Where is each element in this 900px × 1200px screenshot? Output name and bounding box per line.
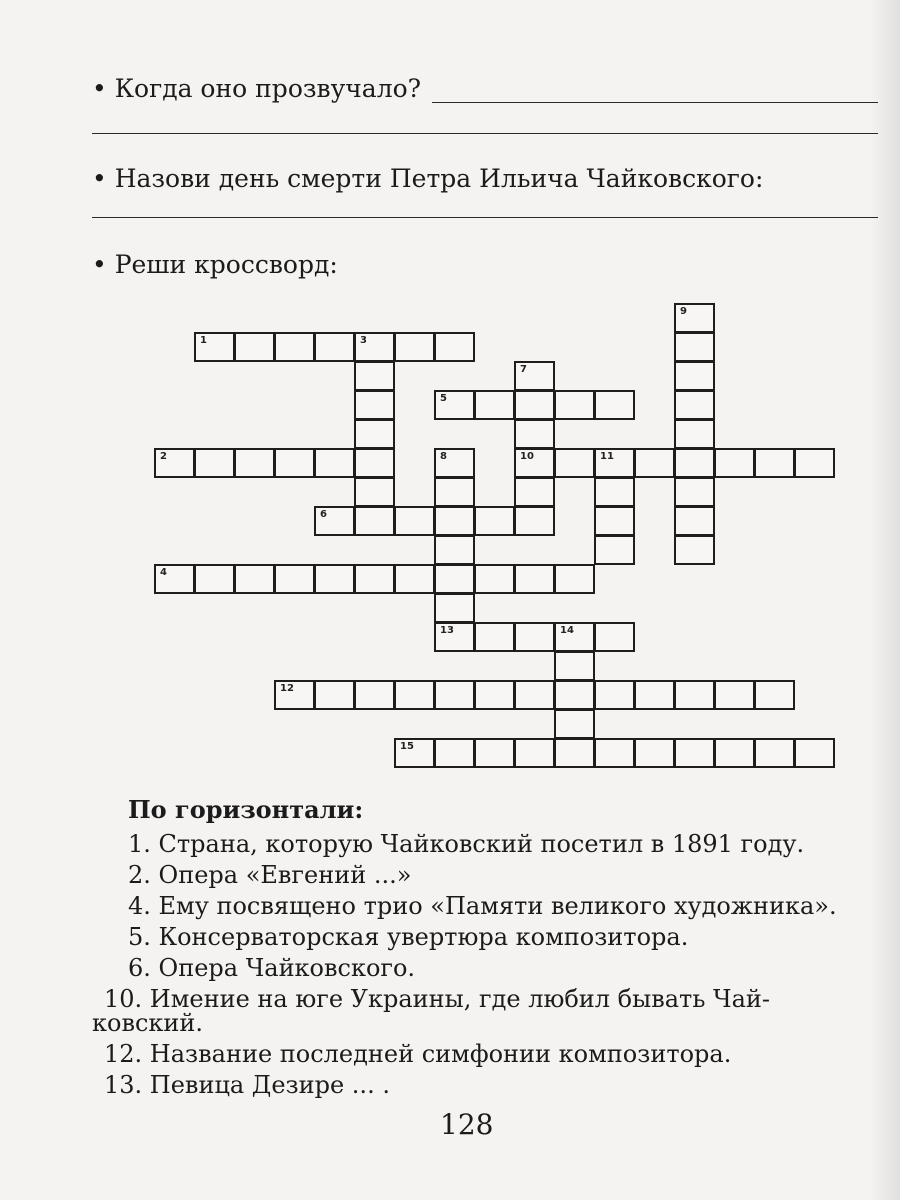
crossword-cell[interactable]	[594, 477, 635, 507]
crossword-cell[interactable]	[554, 651, 595, 681]
crossword-cell[interactable]	[514, 564, 555, 594]
question-crossword: • Реши кроссворд:	[92, 250, 338, 279]
clue-number: 4	[160, 567, 167, 578]
crossword-cell[interactable]	[674, 332, 715, 362]
crossword-cell[interactable]	[554, 390, 595, 420]
crossword-cell[interactable]	[434, 593, 475, 623]
crossword-cell[interactable]	[594, 506, 635, 536]
crossword-cell[interactable]	[674, 535, 715, 565]
crossword-cell[interactable]	[674, 680, 715, 710]
crossword-cell[interactable]	[634, 738, 675, 768]
crossword-cell[interactable]	[594, 738, 635, 768]
crossword-cell[interactable]	[514, 477, 555, 507]
crossword-cell[interactable]	[754, 680, 795, 710]
crossword-cell[interactable]	[394, 506, 435, 536]
crossword-cell[interactable]	[394, 332, 435, 362]
page-fold-shadow	[870, 0, 900, 1200]
clue-number: 2	[160, 451, 167, 462]
crossword-cell[interactable]	[394, 738, 435, 768]
clue-number: 14	[560, 625, 574, 636]
crossword-cell[interactable]	[474, 564, 515, 594]
crossword-cell[interactable]	[754, 738, 795, 768]
crossword-cell[interactable]	[514, 448, 555, 478]
crossword-cell[interactable]	[674, 390, 715, 420]
clue-2: 2. Опера «Евгений ...»	[128, 861, 412, 889]
crossword-cell[interactable]	[394, 680, 435, 710]
clue-number: 10	[520, 451, 534, 462]
crossword-cell[interactable]	[514, 361, 555, 391]
crossword-cell[interactable]	[554, 709, 595, 739]
crossword-cell[interactable]	[354, 419, 395, 449]
crossword-cell[interactable]	[274, 680, 315, 710]
question-death-day: • Назови день смерти Петра Ильича Чайковского:	[92, 164, 764, 193]
clue-13: 13. Певица Дезире ... .	[104, 1071, 390, 1099]
crossword-cell[interactable]	[714, 448, 755, 478]
clue-number: 3	[360, 335, 367, 346]
crossword-cell[interactable]	[674, 506, 715, 536]
crossword-cell[interactable]	[314, 448, 355, 478]
crossword-cell[interactable]	[594, 390, 635, 420]
crossword-cell[interactable]	[234, 332, 275, 362]
crossword-cell[interactable]	[474, 738, 515, 768]
crossword-cell[interactable]	[794, 448, 835, 478]
crossword-cell[interactable]	[314, 506, 355, 536]
clue-1: 1. Страна, которую Чайковский посетил в 1891 году.	[128, 830, 805, 858]
crossword-cell[interactable]	[474, 506, 515, 536]
page-number: 128	[440, 1108, 494, 1141]
crossword-cell[interactable]	[354, 361, 395, 391]
clue-number: 9	[680, 306, 687, 317]
crossword-cell[interactable]	[514, 506, 555, 536]
crossword-cell[interactable]	[474, 390, 515, 420]
crossword-cell[interactable]	[434, 390, 475, 420]
crossword-cell[interactable]	[434, 477, 475, 507]
clue-number: 8	[440, 451, 447, 462]
crossword-cell[interactable]	[354, 680, 395, 710]
crossword-cell[interactable]	[554, 680, 595, 710]
crossword-cell[interactable]	[714, 738, 755, 768]
crossword-cell[interactable]	[354, 332, 395, 362]
crossword-cell[interactable]	[434, 738, 475, 768]
clue-4: 4. Ему посвящено трио «Памяти великого художника».	[128, 892, 837, 920]
crossword-cell[interactable]	[474, 622, 515, 652]
clue-number: 15	[400, 741, 414, 752]
crossword-cell[interactable]	[154, 564, 195, 594]
crossword-cell[interactable]	[554, 622, 595, 652]
crossword-cell[interactable]	[594, 622, 635, 652]
crossword-cell[interactable]	[594, 680, 635, 710]
crossword-cell[interactable]	[274, 564, 315, 594]
clue-10-continuation: ковский.	[92, 1009, 204, 1037]
question-when: • Когда оно прозвучало?	[92, 74, 422, 103]
across-heading: По горизонтали:	[128, 795, 364, 824]
crossword-cell[interactable]	[474, 680, 515, 710]
crossword-cell[interactable]	[674, 361, 715, 391]
clue-10: 10. Имение на юге Украины, где любил бывать Чай-	[104, 985, 770, 1013]
crossword-cell[interactable]	[674, 303, 715, 333]
crossword-cell[interactable]	[194, 564, 235, 594]
crossword-cell[interactable]	[354, 477, 395, 507]
crossword-cell[interactable]	[194, 332, 235, 362]
crossword-cell[interactable]	[514, 390, 555, 420]
crossword-cell[interactable]	[354, 390, 395, 420]
crossword-cell[interactable]	[634, 448, 675, 478]
crossword-cell[interactable]	[674, 419, 715, 449]
clue-6: 6. Опера Чайковского.	[128, 954, 416, 982]
crossword-cell[interactable]	[794, 738, 835, 768]
crossword-cell[interactable]	[554, 564, 595, 594]
clue-number: 13	[440, 625, 454, 636]
clue-number: 7	[520, 364, 527, 375]
crossword-cell[interactable]	[594, 535, 635, 565]
crossword-cell[interactable]	[274, 332, 315, 362]
crossword-cell[interactable]	[154, 448, 195, 478]
crossword-cell[interactable]	[434, 680, 475, 710]
crossword-cell[interactable]	[714, 680, 755, 710]
clue-number: 6	[320, 509, 327, 520]
clue-5: 5. Консерваторская увертюра композитора.	[128, 923, 689, 951]
clue-number: 1	[200, 335, 207, 346]
crossword-cell[interactable]	[354, 564, 395, 594]
crossword-cell[interactable]	[674, 448, 715, 478]
crossword-cell[interactable]	[754, 448, 795, 478]
crossword-cell[interactable]	[314, 564, 355, 594]
crossword-cell[interactable]	[434, 535, 475, 565]
crossword-cell[interactable]	[434, 448, 475, 478]
crossword-cell[interactable]	[514, 419, 555, 449]
crossword-cell[interactable]	[354, 506, 395, 536]
crossword-cell[interactable]	[514, 622, 555, 652]
crossword-cell[interactable]	[514, 680, 555, 710]
crossword-cell[interactable]	[434, 506, 475, 536]
crossword-cell[interactable]	[514, 738, 555, 768]
crossword-cell[interactable]	[554, 738, 595, 768]
clue-number: 12	[280, 683, 294, 694]
crossword-cell[interactable]	[594, 448, 635, 478]
crossword-cell[interactable]	[394, 564, 435, 594]
crossword-cell[interactable]	[434, 622, 475, 652]
crossword-cell[interactable]	[434, 564, 475, 594]
crossword-cell[interactable]	[674, 477, 715, 507]
clue-number: 11	[600, 451, 614, 462]
crossword-cell[interactable]	[554, 448, 595, 478]
crossword-cell[interactable]	[434, 332, 475, 362]
crossword-cell[interactable]	[634, 680, 675, 710]
crossword-cell[interactable]	[234, 448, 275, 478]
crossword-cell[interactable]	[234, 564, 275, 594]
clue-number: 5	[440, 393, 447, 404]
crossword-cell[interactable]	[274, 448, 315, 478]
crossword-cell[interactable]	[194, 448, 235, 478]
crossword-cell[interactable]	[674, 738, 715, 768]
crossword-cell[interactable]	[314, 332, 355, 362]
crossword-cell[interactable]	[354, 448, 395, 478]
crossword-cell[interactable]	[314, 680, 355, 710]
clue-12: 12. Название последней симфонии композитора.	[104, 1040, 732, 1068]
